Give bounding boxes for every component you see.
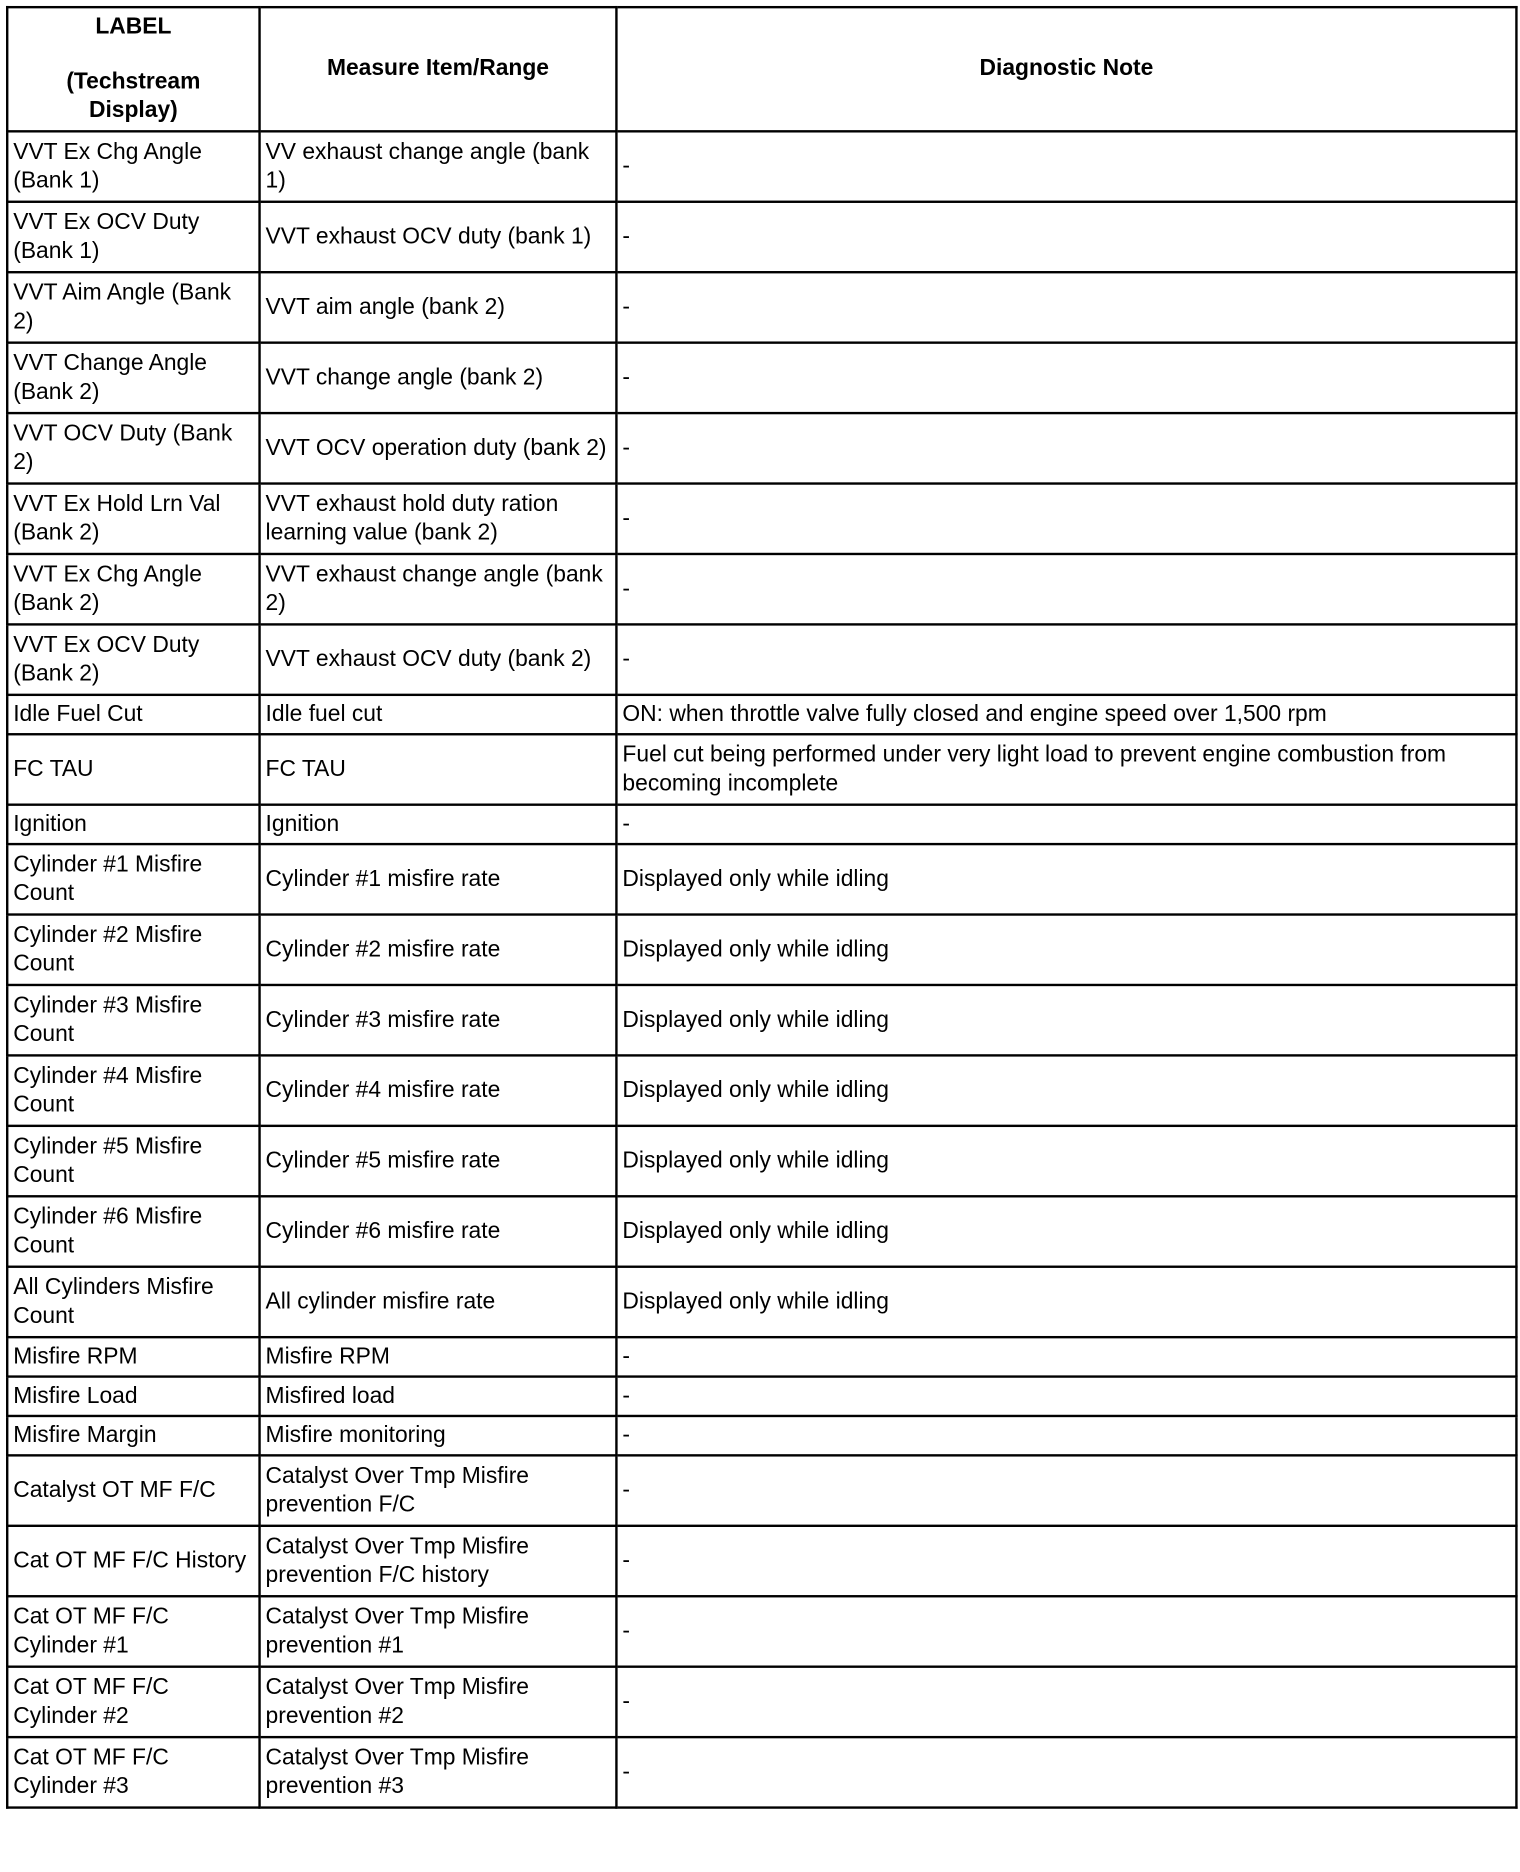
table-row bbox=[7, 1667, 1516, 1737]
table-row bbox=[7, 1055, 1516, 1125]
table-row bbox=[7, 1126, 1516, 1196]
cell-label: All Cylinders Misfire Count bbox=[7, 1267, 259, 1337]
cell-label: VVT Ex Chg Angle (Bank 1) bbox=[7, 131, 259, 201]
cell-note: - bbox=[616, 1596, 1516, 1666]
cell-measure: VVT exhaust OCV duty (bank 1) bbox=[260, 202, 617, 272]
table-row bbox=[7, 734, 1516, 804]
cell-label: Cylinder #1 Misfire Count bbox=[7, 844, 259, 914]
cell-label: Idle Fuel Cut bbox=[7, 695, 259, 734]
table-row bbox=[7, 1416, 1516, 1455]
cell-measure: Cylinder #4 misfire rate bbox=[260, 1055, 617, 1125]
table-row bbox=[7, 413, 1516, 483]
cell-note: - bbox=[616, 554, 1516, 624]
cell-note: - bbox=[616, 343, 1516, 413]
cell-note: ON: when throttle valve fully closed and engine speed over 1,500 rpm bbox=[616, 695, 1516, 734]
cell-note: - bbox=[616, 805, 1516, 844]
table-row bbox=[7, 484, 1516, 554]
cell-note: - bbox=[616, 1337, 1516, 1376]
cell-measure: Catalyst Over Tmp Misfire prevention #1 bbox=[260, 1596, 617, 1666]
cell-label: Cat OT MF F/C Cylinder #1 bbox=[7, 1596, 259, 1666]
table-row bbox=[7, 131, 1516, 201]
cell-label: Misfire RPM bbox=[7, 1337, 259, 1376]
cell-measure: VVT change angle (bank 2) bbox=[260, 343, 617, 413]
cell-note: - bbox=[616, 1455, 1516, 1525]
cell-note: - bbox=[616, 1526, 1516, 1596]
table-row bbox=[7, 1455, 1516, 1525]
cell-note: Displayed only while idling bbox=[616, 985, 1516, 1055]
table-row bbox=[7, 202, 1516, 272]
cell-note: Displayed only while idling bbox=[616, 1126, 1516, 1196]
header-label-line2: (Techstream bbox=[66, 69, 201, 95]
table-row bbox=[7, 844, 1516, 914]
header-measure: Measure Item/Range bbox=[260, 7, 617, 131]
cell-note: - bbox=[616, 484, 1516, 554]
cell-note: - bbox=[616, 202, 1516, 272]
table-row bbox=[7, 915, 1516, 985]
cell-measure: Catalyst Over Tmp Misfire prevention F/C bbox=[260, 1455, 617, 1525]
cell-label: Ignition bbox=[7, 805, 259, 844]
cell-label: VVT Aim Angle (Bank 2) bbox=[7, 272, 259, 342]
cell-label: Cat OT MF F/C Cylinder #2 bbox=[7, 1667, 259, 1737]
cell-measure: FC TAU bbox=[260, 734, 617, 804]
cell-measure: Catalyst Over Tmp Misfire prevention #3 bbox=[260, 1737, 617, 1807]
cell-label: Cylinder #5 Misfire Count bbox=[7, 1126, 259, 1196]
cell-label: Cylinder #2 Misfire Count bbox=[7, 915, 259, 985]
cell-measure: Cylinder #1 misfire rate bbox=[260, 844, 617, 914]
cell-label: Misfire Margin bbox=[7, 1416, 259, 1455]
cell-measure: Cylinder #3 misfire rate bbox=[260, 985, 617, 1055]
cell-label: VVT Ex OCV Duty (Bank 1) bbox=[7, 202, 259, 272]
cell-label: Cylinder #6 Misfire Count bbox=[7, 1196, 259, 1266]
cell-label: Cylinder #4 Misfire Count bbox=[7, 1055, 259, 1125]
cell-measure: VVT exhaust hold duty ration learning value (bank 2) bbox=[260, 484, 617, 554]
cell-note: - bbox=[616, 131, 1516, 201]
cell-note: Displayed only while idling bbox=[616, 1055, 1516, 1125]
table-row bbox=[7, 1267, 1516, 1337]
cell-label: VVT Ex Chg Angle (Bank 2) bbox=[7, 554, 259, 624]
cell-note: Displayed only while idling bbox=[616, 1196, 1516, 1266]
cell-measure: All cylinder misfire rate bbox=[260, 1267, 617, 1337]
cell-note: Fuel cut being performed under very light load to prevent engine combustion from becoming incomplete bbox=[616, 734, 1516, 804]
cell-label: Catalyst OT MF F/C bbox=[7, 1455, 259, 1525]
cell-note: - bbox=[616, 413, 1516, 483]
table-row bbox=[7, 343, 1516, 413]
cell-measure: VVT exhaust OCV duty (bank 2) bbox=[260, 624, 617, 694]
cell-label: VVT Change Angle (Bank 2) bbox=[7, 343, 259, 413]
table-row bbox=[7, 624, 1516, 694]
cell-measure: Idle fuel cut bbox=[260, 695, 617, 734]
header-note: Diagnostic Note bbox=[616, 7, 1516, 131]
cell-label: Cat OT MF F/C History bbox=[7, 1526, 259, 1596]
cell-measure: Cylinder #2 misfire rate bbox=[260, 915, 617, 985]
table-row bbox=[7, 554, 1516, 624]
table-row bbox=[7, 1337, 1516, 1376]
table-row bbox=[7, 272, 1516, 342]
cell-note: - bbox=[616, 1416, 1516, 1455]
cell-note: - bbox=[616, 1667, 1516, 1737]
cell-note: Displayed only while idling bbox=[616, 1267, 1516, 1337]
cell-measure: VVT OCV operation duty (bank 2) bbox=[260, 413, 617, 483]
cell-note: - bbox=[616, 272, 1516, 342]
cell-measure: VVT aim angle (bank 2) bbox=[260, 272, 617, 342]
cell-measure: Catalyst Over Tmp Misfire prevention F/C history bbox=[260, 1526, 617, 1596]
cell-label: Cylinder #3 Misfire Count bbox=[7, 985, 259, 1055]
cell-label: VVT OCV Duty (Bank 2) bbox=[7, 413, 259, 483]
table-row bbox=[7, 985, 1516, 1055]
cell-note: Displayed only while idling bbox=[616, 915, 1516, 985]
table-row bbox=[7, 1737, 1516, 1807]
cell-note: - bbox=[616, 624, 1516, 694]
cell-label: FC TAU bbox=[7, 734, 259, 804]
cell-measure: VVT exhaust change angle (bank 2) bbox=[260, 554, 617, 624]
table-row bbox=[7, 1196, 1516, 1266]
cell-measure: Misfired load bbox=[260, 1377, 617, 1416]
table-row bbox=[7, 1526, 1516, 1596]
cell-label: Cat OT MF F/C Cylinder #3 bbox=[7, 1737, 259, 1807]
table-row bbox=[7, 1596, 1516, 1666]
cell-measure: Misfire monitoring bbox=[260, 1416, 617, 1455]
cell-measure: VV exhaust change angle (bank 1) bbox=[260, 131, 617, 201]
cell-measure: Misfire RPM bbox=[260, 1337, 617, 1376]
table-row bbox=[7, 1377, 1516, 1416]
cell-label: VVT Ex OCV Duty (Bank 2) bbox=[7, 624, 259, 694]
cell-label: VVT Ex Hold Lrn Val (Bank 2) bbox=[7, 484, 259, 554]
header-label bbox=[7, 7, 259, 131]
cell-measure: Ignition bbox=[260, 805, 617, 844]
table-header-row bbox=[7, 7, 1516, 131]
header-label-line3: Display) bbox=[88, 97, 178, 123]
data-list-table bbox=[6, 6, 1518, 1809]
header-label-line1: LABEL bbox=[95, 14, 172, 40]
cell-measure: Cylinder #5 misfire rate bbox=[260, 1126, 617, 1196]
cell-note: Displayed only while idling bbox=[616, 844, 1516, 914]
cell-label: Misfire Load bbox=[7, 1377, 259, 1416]
cell-note: - bbox=[616, 1377, 1516, 1416]
cell-measure: Catalyst Over Tmp Misfire prevention #2 bbox=[260, 1667, 617, 1737]
table-row bbox=[7, 695, 1516, 734]
cell-measure: Cylinder #6 misfire rate bbox=[260, 1196, 617, 1266]
table-row bbox=[7, 805, 1516, 844]
cell-note: - bbox=[616, 1737, 1516, 1807]
